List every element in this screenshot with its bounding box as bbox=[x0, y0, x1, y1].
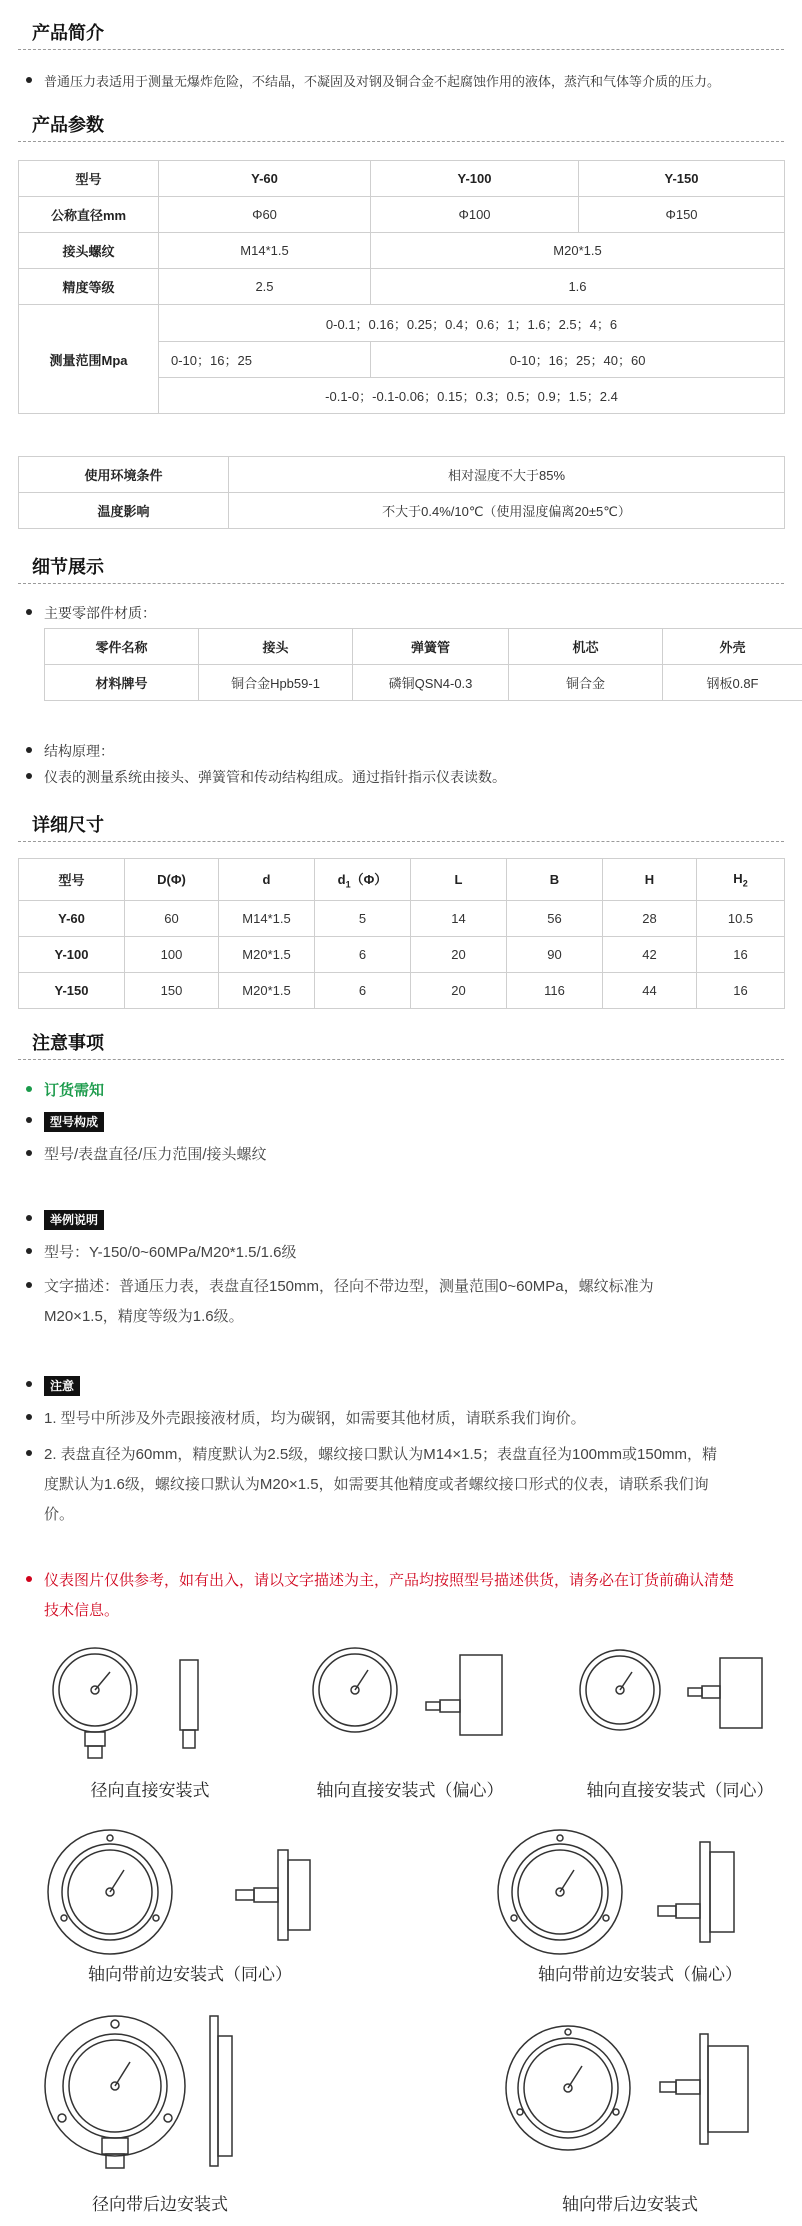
radial-rear-flange-drawing bbox=[40, 2006, 240, 2176]
dims-cell: 56 bbox=[507, 901, 603, 937]
axial-direct-eccentric-drawing bbox=[300, 1640, 520, 1750]
dims-cell: Y-150 bbox=[19, 973, 125, 1009]
caption-3: 轴向直接安装式（同心） bbox=[586, 1781, 774, 1800]
compose-item bbox=[26, 1142, 267, 1168]
tag-model-compose: 型号构成 bbox=[44, 1112, 104, 1132]
cell-model-3: Y-150 bbox=[579, 161, 785, 197]
cell-model-2: Y-100 bbox=[371, 161, 579, 197]
example-1-item bbox=[26, 1240, 297, 1266]
bullet-icon bbox=[26, 77, 32, 83]
cell-acc-label: 精度等级 bbox=[19, 269, 159, 305]
intro-text: 普通压力表适用于测量无爆炸危险，不结晶，不凝固及对钢及铜合金不起腐蚀作用的液体，蒸汽和气体等介质的压力。 bbox=[44, 74, 721, 89]
example-2-item bbox=[26, 1272, 654, 1332]
mat-header: 接头 bbox=[199, 629, 353, 665]
dims-header-h2 bbox=[697, 859, 785, 901]
section-title-details: 细节展示 bbox=[18, 554, 784, 584]
dims-header-h2-base: H bbox=[733, 870, 743, 886]
dims-cell: 90 bbox=[507, 937, 603, 973]
mat-value: 钢板0.8F bbox=[663, 665, 802, 701]
cell-range-1: 0-0.1；0.16；0.25；0.4；0.6；1；1.6；2.5；4；6 bbox=[159, 305, 785, 342]
axial-front-flange-concentric-drawing bbox=[40, 1822, 320, 1962]
dims-cell: 100 bbox=[125, 937, 219, 973]
dims-cell: 44 bbox=[603, 973, 697, 1009]
cell-temp-label: 温度影响 bbox=[19, 493, 229, 529]
tag-row-2 bbox=[26, 1206, 104, 1232]
axial-direct-concentric-drawing bbox=[570, 1640, 780, 1750]
dims-header-d1-sub: 1 bbox=[345, 879, 351, 890]
dims-cell: 16 bbox=[697, 973, 785, 1009]
note-2-item bbox=[26, 1440, 717, 1530]
axial-front-flange-eccentric-drawing bbox=[490, 1822, 750, 1962]
note-2-line-a: 2. 表盘直径为60mm，精度默认为2.5级，螺纹接口默认为M14×1.5；表盘直径为100mm或150mm，精 bbox=[44, 1446, 718, 1463]
cell-env-label: 使用环境条件 bbox=[19, 457, 229, 493]
mat-value: 磷铜QSN4-0.3 bbox=[353, 665, 509, 701]
tag-row-1 bbox=[26, 1108, 104, 1134]
dims-cell: M20*1.5 bbox=[219, 973, 315, 1009]
cell-env-value: 相对湿度不大于85% bbox=[229, 457, 785, 493]
cell-dia-3: Φ150 bbox=[579, 197, 785, 233]
radial-direct-drawing bbox=[40, 1640, 220, 1760]
dims-header: d bbox=[219, 859, 315, 901]
order-item bbox=[26, 1078, 104, 1104]
dims-header-d1-base: d bbox=[337, 872, 346, 888]
dims-header: L bbox=[411, 859, 507, 901]
dims-cell: 150 bbox=[125, 973, 219, 1009]
bullet-icon bbox=[26, 747, 32, 753]
bullet-icon bbox=[26, 1150, 32, 1156]
caption-7: 轴向带后边安装式 bbox=[562, 2195, 698, 2214]
example-2-line-b: M20×1.5，精度等级为1.6级。 bbox=[44, 1308, 244, 1325]
dims-cell: 116 bbox=[507, 973, 603, 1009]
example-1-text: 型号：Y-150/0~60MPa/M20*1.5/1.6级 bbox=[44, 1244, 297, 1261]
bullet-icon bbox=[26, 1117, 32, 1123]
note-1-text: 1. 型号中所涉及外壳跟接液材质，均为碳钢，如需要其他材质，请联系我们询价。 bbox=[44, 1410, 586, 1427]
dims-cell: M14*1.5 bbox=[219, 901, 315, 937]
dims-table bbox=[18, 858, 785, 1009]
dims-header: B bbox=[507, 859, 603, 901]
cell-thread-label: 接头螺纹 bbox=[19, 233, 159, 269]
cell-range-label: 测量范围Mpa bbox=[19, 305, 159, 414]
caption-4: 轴向带前边安装式（同心） bbox=[88, 1965, 292, 1984]
bullet-icon bbox=[26, 1248, 32, 1254]
dims-cell: 28 bbox=[603, 901, 697, 937]
cell-acc-1: 2.5 bbox=[159, 269, 371, 305]
section-title-intro: 产品简介 bbox=[18, 20, 784, 50]
dims-cell: 42 bbox=[603, 937, 697, 973]
structure-text: 仪表的测量系统由接头、弹簧管和传动结构组成。通过指针指示仪表读数。 bbox=[44, 769, 506, 785]
dims-cell: Y-100 bbox=[19, 937, 125, 973]
dims-cell: 16 bbox=[697, 937, 785, 973]
cell-acc-2: 1.6 bbox=[371, 269, 785, 305]
warning-line-a: 仪表图片仅供参考，如有出入，请以文字描述为主，产品均按照型号描述供货，请务必在订货前确认清楚 bbox=[44, 1572, 735, 1589]
intro-item bbox=[26, 68, 720, 95]
bullet-icon bbox=[26, 1450, 32, 1456]
axial-rear-flange-drawing bbox=[500, 2016, 760, 2166]
params-table bbox=[18, 160, 785, 414]
dims-cell: 6 bbox=[315, 973, 411, 1009]
cell-thread-1: M14*1.5 bbox=[159, 233, 371, 269]
dims-cell: M20*1.5 bbox=[219, 937, 315, 973]
structure-text-item bbox=[26, 764, 506, 790]
cell-dia-label: 公称直径mm bbox=[19, 197, 159, 233]
bullet-icon bbox=[26, 1576, 32, 1582]
dims-cell: 20 bbox=[411, 973, 507, 1009]
caption-6: 径向带后边安装式 bbox=[92, 2195, 228, 2214]
mat-header: 机芯 bbox=[509, 629, 663, 665]
bullet-icon bbox=[26, 1215, 32, 1221]
section-title-dims: 详细尺寸 bbox=[18, 812, 784, 842]
mat-value: 材料牌号 bbox=[45, 665, 199, 701]
section-title-params: 产品参数 bbox=[18, 112, 784, 142]
caption-2: 轴向直接安装式（偏心） bbox=[316, 1781, 504, 1800]
tag-example: 举例说明 bbox=[44, 1210, 104, 1230]
dims-header: D(Φ) bbox=[125, 859, 219, 901]
mat-value: 铜合金Hpb59-1 bbox=[199, 665, 353, 701]
note-2-line-b: 度默认为1.6级，螺纹接口默认为M20×1.5，如需要其他精度或者螺纹接口形式的仪表，请联系我们询 bbox=[44, 1476, 709, 1493]
cell-range-2a: 0-10；16；25 bbox=[159, 342, 371, 378]
mat-header: 弹簧管 bbox=[353, 629, 509, 665]
dims-header-h2-sub: 2 bbox=[742, 878, 748, 889]
dims-cell: Y-60 bbox=[19, 901, 125, 937]
cell-dia-1: Φ60 bbox=[159, 197, 371, 233]
dims-cell: 6 bbox=[315, 937, 411, 973]
bullet-icon bbox=[26, 773, 32, 779]
materials-table bbox=[44, 628, 802, 701]
section-title-notes: 注意事项 bbox=[18, 1030, 784, 1060]
dims-header: H bbox=[603, 859, 697, 901]
warning-item bbox=[26, 1566, 734, 1626]
mat-header: 零件名称 bbox=[45, 629, 199, 665]
structure-label: 结构原理： bbox=[44, 743, 114, 759]
bullet-icon bbox=[26, 1414, 32, 1420]
cell-range-2b: 0-10；16；25；40；60 bbox=[371, 342, 785, 378]
warning-line-b: 技术信息。 bbox=[44, 1602, 120, 1619]
caption-5: 轴向带前边安装式（偏心） bbox=[538, 1965, 742, 1984]
caption-1: 径向直接安装式 bbox=[90, 1781, 210, 1800]
tag-note: 注意 bbox=[44, 1376, 80, 1396]
dims-cell: 10.5 bbox=[697, 901, 785, 937]
materials-item bbox=[26, 600, 156, 626]
compose-text: 型号/表盘直径/压力范围/接头螺纹 bbox=[44, 1146, 267, 1163]
cell-model-1: Y-60 bbox=[159, 161, 371, 197]
note-1-item bbox=[26, 1406, 586, 1432]
tag-row-3 bbox=[26, 1372, 80, 1398]
bullet-icon bbox=[26, 1086, 32, 1092]
dims-header: 型号 bbox=[19, 859, 125, 901]
note-2-line-c: 价。 bbox=[44, 1506, 75, 1523]
cell-temp-value: 不大于0.4%/10℃（使用湿度偏离20±5℃） bbox=[229, 493, 785, 529]
materials-label: 主要零部件材质： bbox=[44, 605, 156, 621]
structure-item bbox=[26, 738, 114, 764]
bullet-icon bbox=[26, 609, 32, 615]
mat-value: 铜合金 bbox=[509, 665, 663, 701]
dims-cell: 60 bbox=[125, 901, 219, 937]
dims-cell: 20 bbox=[411, 937, 507, 973]
env-table bbox=[18, 456, 785, 529]
cell-range-3: -0.1-0；-0.1-0.06；0.15；0.3；0.5；0.9；1.5；2.4 bbox=[159, 378, 785, 414]
dims-cell: 14 bbox=[411, 901, 507, 937]
bullet-icon bbox=[26, 1282, 32, 1288]
cell-thread-2: M20*1.5 bbox=[371, 233, 785, 269]
example-2-line-a: 文字描述：普通压力表，表盘直径150mm，径向不带边型，测量范围0~60MPa，螺纹标准为 bbox=[44, 1278, 654, 1295]
mat-header: 外壳 bbox=[663, 629, 802, 665]
order-label: 订货需知 bbox=[44, 1082, 105, 1099]
dims-header-d1-unit: （Φ） bbox=[350, 872, 388, 888]
cell-dia-2: Φ100 bbox=[371, 197, 579, 233]
dims-cell: 5 bbox=[315, 901, 411, 937]
dims-header-d1 bbox=[315, 859, 411, 901]
cell-model-label: 型号 bbox=[19, 161, 159, 197]
bullet-icon bbox=[26, 1381, 32, 1387]
